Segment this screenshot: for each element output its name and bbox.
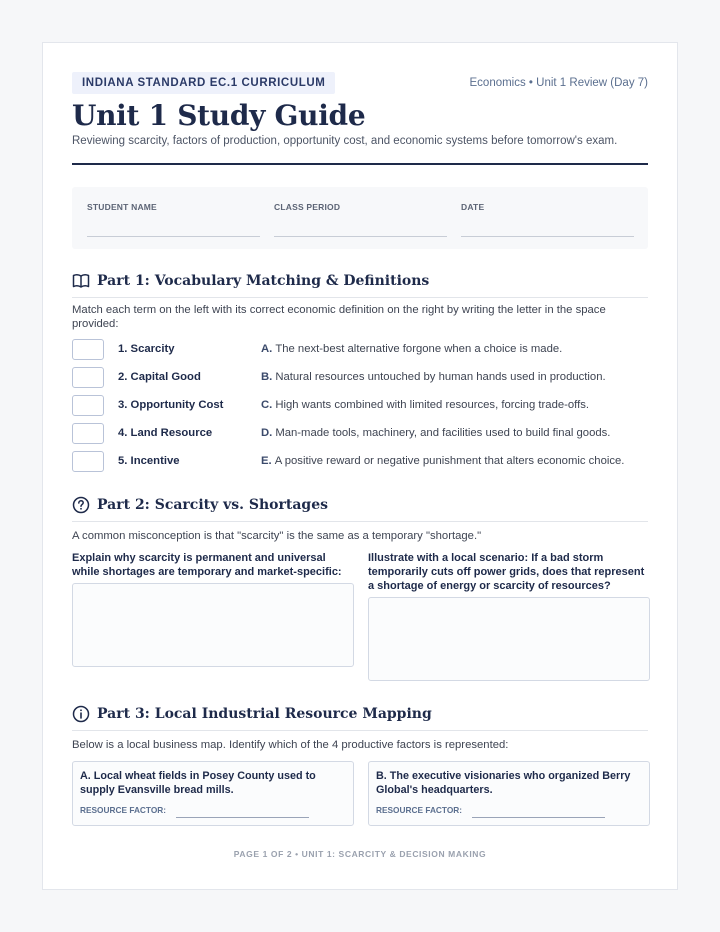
definition-text: Man-made tools, machinery, and facilities used to build final goods. bbox=[275, 427, 611, 439]
answer-box[interactable] bbox=[72, 395, 104, 416]
definition-letter: E. bbox=[261, 455, 272, 467]
question-2 bbox=[368, 551, 650, 683]
header-bar bbox=[72, 72, 648, 94]
resource-card-a-text: A. Local wheat fields in Posey County used to supply Evansville bread mills. bbox=[80, 770, 316, 796]
definition-text: Natural resources untouched by human hands used in production. bbox=[275, 371, 606, 383]
definition bbox=[261, 399, 589, 411]
date-label: DATE bbox=[461, 202, 485, 212]
term-label: 1. Scarcity bbox=[118, 343, 175, 355]
date-line bbox=[461, 236, 634, 237]
definition-text: The next-best alternative forgone when a choice is made. bbox=[275, 343, 563, 355]
part1-title: Part 1: Vocabulary Matching & Definitions bbox=[97, 273, 430, 289]
answer-box[interactable] bbox=[72, 367, 104, 388]
definition bbox=[261, 455, 624, 467]
question-1-text: Explain why scarcity is permanent and universal while shortages are temporary and market-specific: bbox=[72, 552, 342, 578]
page-title: Unit 1 Study Guide bbox=[72, 99, 366, 132]
part1-instructions: Match each term on the left with its correct economic definition on the right by writing the letter in the space provided: bbox=[72, 304, 606, 330]
term-label: 2. Capital Good bbox=[118, 371, 201, 383]
class-period-line bbox=[274, 236, 447, 237]
part3-title: Part 3: Local Industrial Resource Mapping bbox=[97, 706, 432, 722]
part2-title: Part 2: Scarcity vs. Shortages bbox=[97, 497, 329, 513]
question-1 bbox=[72, 551, 354, 669]
resource-factor-answer-line[interactable] bbox=[176, 817, 309, 818]
match-row bbox=[72, 395, 648, 417]
class-period-label: CLASS PERIOD bbox=[274, 202, 341, 212]
student-name-field[interactable] bbox=[87, 202, 260, 212]
term-label: 3. Opportunity Cost bbox=[118, 399, 224, 411]
resource-card-a bbox=[72, 761, 354, 826]
definition bbox=[261, 371, 606, 383]
match-row bbox=[72, 451, 648, 473]
header-divider bbox=[72, 163, 648, 165]
answer-box[interactable] bbox=[72, 339, 104, 360]
book-open-icon bbox=[72, 272, 90, 290]
question-2-text: Illustrate with a local scenario: If a bad storm temporarily cuts off power grids, does that represent a shortage of energy or scarcity of resources? bbox=[368, 552, 645, 592]
answer-box[interactable] bbox=[72, 423, 104, 444]
page-footer: PAGE 1 OF 2 • UNIT 1: SCARCITY & DECISION MAKING bbox=[233, 849, 487, 859]
term-label: 4. Land Resource bbox=[118, 427, 213, 439]
student-name-line bbox=[87, 236, 260, 237]
question-2-answer-box[interactable] bbox=[368, 597, 650, 681]
resource-card-b-text: B. The executive visionaries who organized Berry Global's headquarters. bbox=[376, 770, 631, 796]
resource-factor-label: RESOURCE FACTOR: bbox=[80, 805, 167, 815]
resource-factor-label: RESOURCE FACTOR: bbox=[376, 805, 463, 815]
definition-letter: A. bbox=[261, 343, 273, 355]
definition-text: High wants combined with limited resources, forcing trade-offs. bbox=[275, 399, 590, 411]
class-period-field[interactable] bbox=[274, 202, 447, 212]
definition-letter: C. bbox=[261, 399, 273, 411]
part1-heading bbox=[72, 272, 648, 298]
student-info-box bbox=[72, 187, 648, 249]
part3-heading bbox=[72, 705, 648, 731]
resource-factor-answer-line[interactable] bbox=[472, 817, 605, 818]
date-field[interactable] bbox=[461, 202, 634, 212]
resource-card-b bbox=[368, 761, 650, 826]
match-row bbox=[72, 339, 648, 361]
question-1-answer-box[interactable] bbox=[72, 583, 354, 667]
answer-box[interactable] bbox=[72, 451, 104, 472]
definition-letter: B. bbox=[261, 371, 273, 383]
part2-heading bbox=[72, 496, 648, 522]
match-row bbox=[72, 367, 648, 389]
definition bbox=[261, 427, 610, 439]
info-circle-icon bbox=[72, 705, 90, 723]
curriculum-badge: INDIANA STANDARD EC.1 CURRICULUM bbox=[72, 72, 335, 94]
worksheet-page bbox=[42, 42, 678, 890]
term-label: 5. Incentive bbox=[118, 455, 180, 467]
page-subtitle: Reviewing scarcity, factors of production, opportunity cost, and economic systems before tomorrow's exam. bbox=[72, 135, 618, 147]
definition-text: A positive reward or negative punishment that alters economic choice. bbox=[274, 455, 625, 467]
definition bbox=[261, 343, 562, 355]
student-name-label: STUDENT NAME bbox=[87, 202, 157, 212]
match-row bbox=[72, 423, 648, 445]
definition-letter: D. bbox=[261, 427, 273, 439]
part2-intro: A common misconception is that "scarcity" is the same as a temporary "shortage." bbox=[72, 530, 482, 542]
question-circle-icon bbox=[72, 496, 90, 514]
course-meta: Economics • Unit 1 Review (Day 7) bbox=[469, 77, 648, 89]
part3-intro: Below is a local business map. Identify which of the 4 productive factors is represented: bbox=[72, 739, 509, 751]
